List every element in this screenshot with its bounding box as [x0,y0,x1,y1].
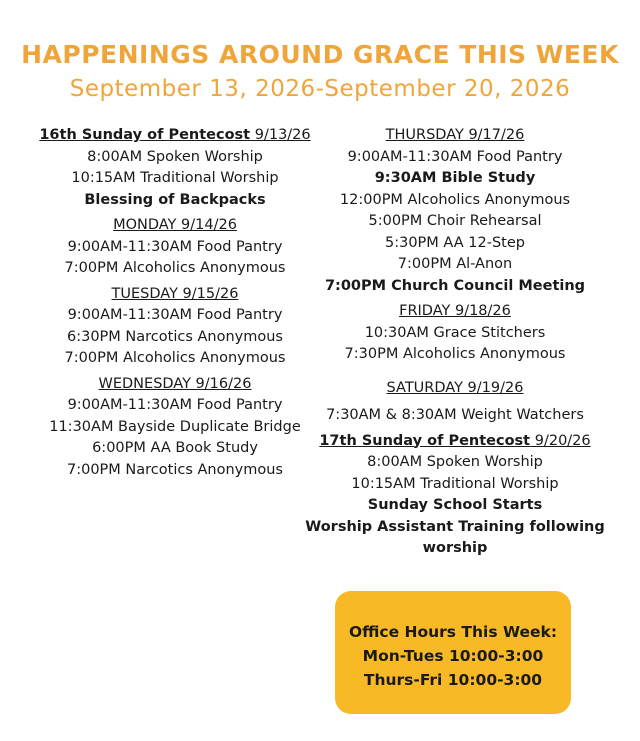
office-hours-line: Mon-Tues 10:00-3:00 [362,647,544,665]
day-heading: THURSDAY 9/17/26 [385,127,525,143]
date-range: September 13, 2026-September 20, 2026 [69,76,571,102]
right-schedule-column [305,125,605,564]
office-hours-line: Thurs-Fri 10:00-3:00 [363,671,543,689]
event-item: 6:00PM AA Book Study [92,440,258,456]
day-heading [305,431,605,453]
page-title: HAPPENINGS AROUND GRACE THIS WEEK [21,40,619,69]
event-item: 6:30PM Narcotics Anonymous [67,328,283,345]
day-thursday [305,125,605,297]
event-item: 9:00AM-11:30AM Food Pantry [67,238,283,255]
event-item: 10:15AM Traditional Worship [351,475,559,492]
office-hours-title: Office Hours This Week: [348,623,558,641]
day-wednesday [20,374,330,482]
event-item: 7:30AM & 8:30AM Weight Watchers [326,407,584,423]
event-item: Worship Assistant Training following [305,518,605,535]
event-item: 7:00PM Alcoholics Anonymous [64,260,286,276]
event-item: 11:30AM Bayside Duplicate Bridge [49,418,301,435]
heading-date: 9/20/26 [530,432,591,449]
event-item: 5:30PM AA 12-Step [385,234,525,251]
day-tuesday [20,284,330,370]
heading-date: 9/13/26 [250,127,311,143]
event-item: 7:30PM Alcoholics Anonymous [344,346,566,362]
heading-bold: 17th Sunday of Pentecost [319,432,531,449]
day-sunday-9-20 [305,431,605,560]
event-item: Sunday School Starts [367,497,543,513]
event-item: 10:30AM Grace Stitchers [364,324,546,341]
day-heading: FRIDAY 9/18/26 [399,303,511,319]
event-item: 7:00PM Church Council Meeting [324,277,586,294]
event-item: 7:00PM Alcoholics Anonymous [64,350,286,366]
event-item: 8:00AM Spoken Worship [87,148,263,165]
event-item: 9:00AM-11:30AM Food Pantry [67,397,283,413]
event-item: 9:30AM Bible Study [374,170,536,186]
event-item: 10:15AM Traditional Worship [71,170,279,186]
event-item: 5:00PM Choir Rehearsal [368,213,542,229]
day-monday [20,215,330,280]
event-item: worship [422,540,488,556]
event-item: 9:00AM-11:30AM Food Pantry [347,148,563,165]
event-item: 7:00PM Al-Anon [397,256,513,272]
office-hours-box [335,591,571,714]
left-schedule-column [20,125,330,485]
day-sunday-9-13 [20,125,330,211]
day-heading: SATURDAY 9/19/26 [386,379,524,396]
day-heading: MONDAY 9/14/26 [113,217,237,233]
day-saturday [305,378,605,427]
day-heading: WEDNESDAY 9/16/26 [98,375,252,392]
day-heading [20,125,330,147]
event-item: 8:00AM Spoken Worship [367,454,543,470]
day-friday [305,301,605,366]
event-item: 9:00AM-11:30AM Food Pantry [67,307,283,323]
event-item: 7:00PM Narcotics Anonymous [67,461,283,478]
event-item: Blessing of Backpacks [84,191,266,208]
day-heading: TUESDAY 9/15/26 [111,285,239,302]
event-item: 12:00PM Alcoholics Anonymous [339,191,571,208]
heading-bold: 16th Sunday of Pentecost [39,127,251,143]
